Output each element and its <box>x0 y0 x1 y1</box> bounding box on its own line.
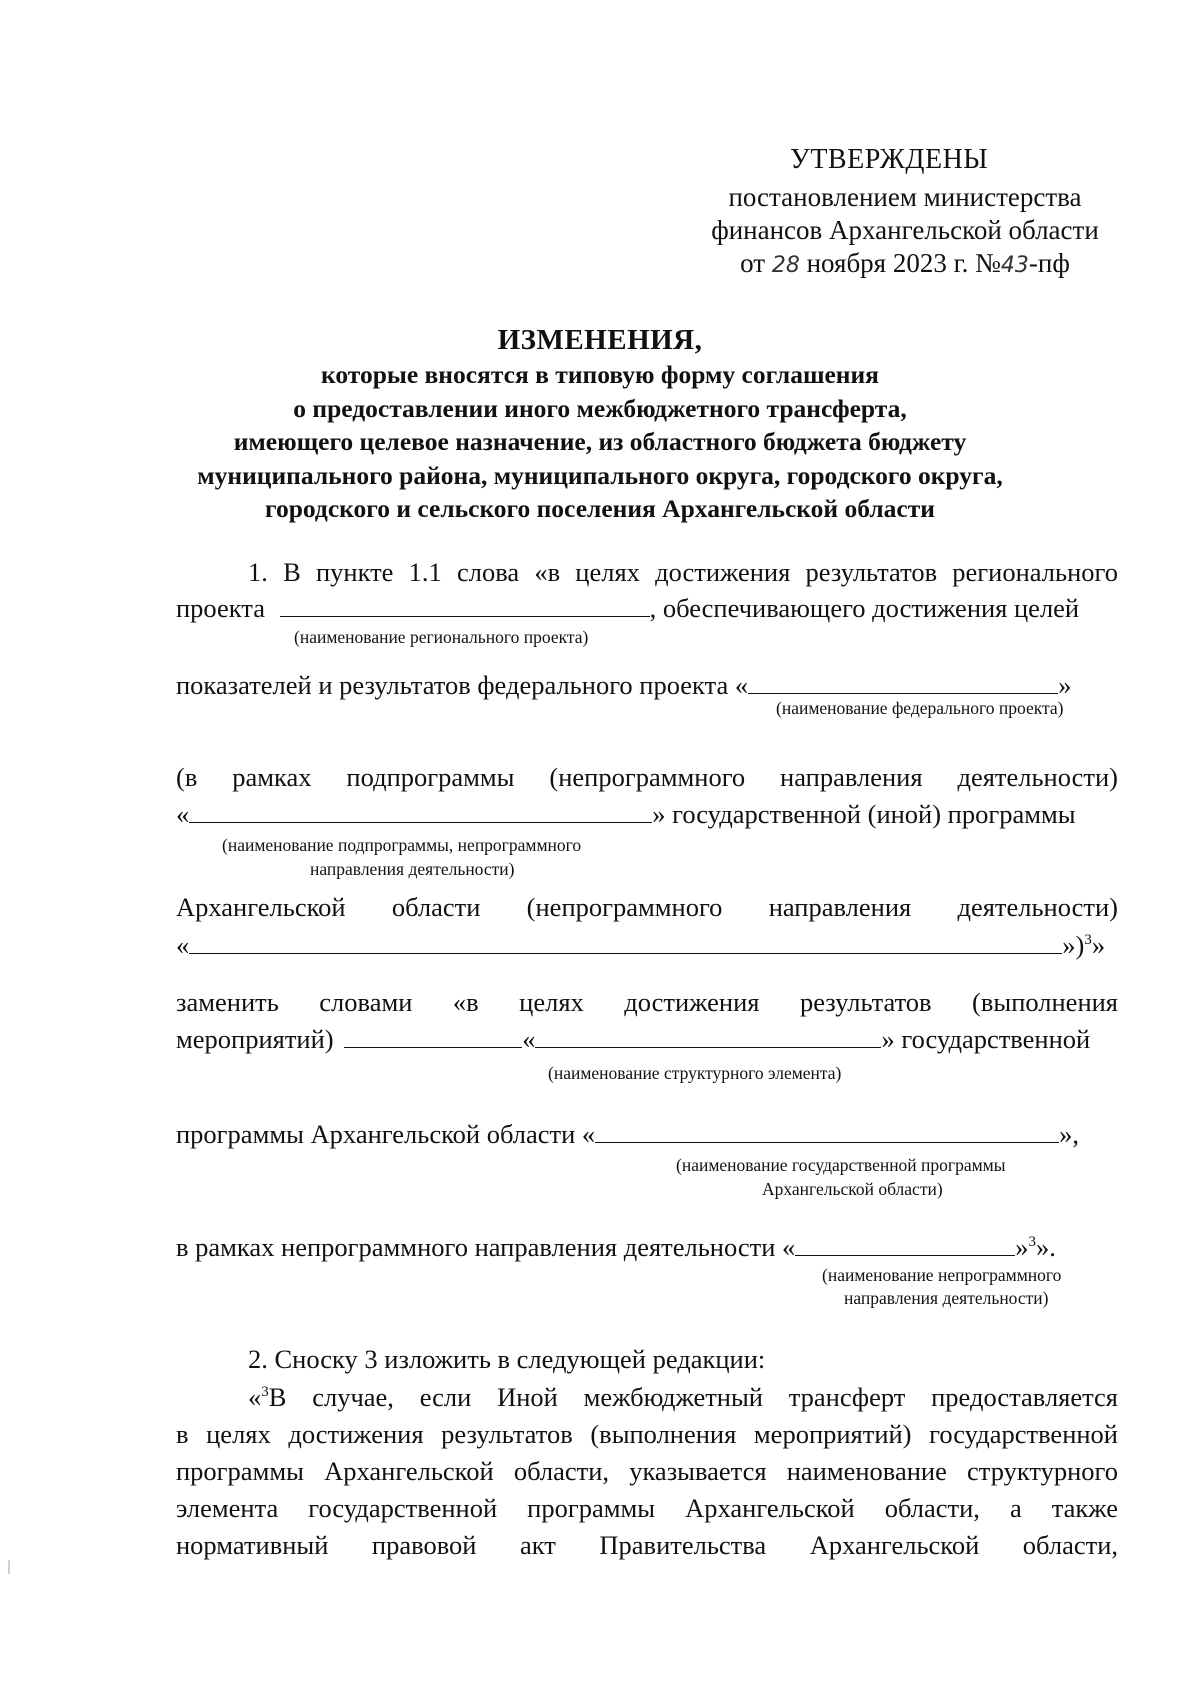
item1-line-8: заменить словами «в целях достижения результатов (выполнения <box>176 987 1118 1017</box>
caption-state-program-1: (наименование государственной программы <box>676 1155 1006 1175</box>
item2-line-3: в целях достижения результатов (выполнения мероприятий) государственной <box>176 1419 1118 1449</box>
item2-line-2-quote: « <box>248 1382 262 1412</box>
item1-line-4: (в рамках подпрограммы (непрограммного направления деятельности) <box>176 762 1118 792</box>
item1-line-9-text-a: мероприятий) <box>176 1024 334 1054</box>
item1-line-11-text-c: ». <box>1036 1232 1056 1262</box>
approval-line-1: постановлением министерства <box>728 182 1082 212</box>
item1-line-10-text-b: », <box>1059 1119 1080 1149</box>
item1-line-11-text-a: в рамках непрограммного направления деятельности « <box>176 1232 796 1262</box>
item2-line-2 <box>248 1380 1118 1414</box>
item1-line-7-text-b: ») <box>1062 930 1085 960</box>
subprogram-blank <box>189 798 652 823</box>
document-title: ИЗМЕНЕНИЯ, <box>497 324 703 356</box>
item1-line-11 <box>176 1230 1118 1264</box>
measures-blank <box>344 1023 522 1048</box>
regional-project-blank <box>280 592 650 617</box>
footnote-ref-3b: 3 <box>1028 1234 1037 1251</box>
item2-line-2-text: В случае, если Иной межбюджетный трансферт предоставляется <box>268 1382 1118 1412</box>
heading-line-4: муниципального района, муниципального округа, городского округа, <box>197 460 1003 490</box>
item1-line-10 <box>176 1117 1118 1151</box>
item1-line-2 <box>176 591 1118 625</box>
scan-mark <box>8 1560 10 1574</box>
heading-line-2: о предоставлении иного межбюджетного трансферта, <box>293 393 907 423</box>
footnote-mark-3: 3 <box>261 1384 269 1401</box>
item1-line-11-text-b: » <box>1015 1232 1029 1262</box>
item1-line-10-text-a: программы Архангельской области « <box>176 1119 596 1149</box>
heading-line-1: которые вносятся в типовую форму соглашения <box>321 360 879 389</box>
caption-state-program-2: Архангельской области) <box>762 1179 943 1199</box>
approval-line-2: финансов Архангельской области <box>711 215 1099 245</box>
item1-line-9 <box>176 1022 1118 1056</box>
structural-element-blank <box>535 1023 881 1048</box>
item1-line-7 <box>176 928 1118 962</box>
item1-line-2-text-b: , обеспечивающего достижения целей <box>649 593 1080 623</box>
item1-line-9-text-b: « <box>522 1024 536 1054</box>
approval-number-handwritten: 43 <box>1000 253 1029 278</box>
federal-project-blank <box>748 669 1058 694</box>
caption-subprogram-1: (наименование подпрограммы, непрограммного <box>222 835 582 855</box>
item1-line-2-text-a: проекта <box>176 593 265 623</box>
state-program-blank <box>595 1118 1059 1143</box>
approval-day-handwritten: 28 <box>771 253 800 278</box>
item1-line-6: Архангельской области (непрограммного направления деятельности) <box>176 892 1118 922</box>
footnote-ref-3: 3 <box>1084 932 1092 949</box>
item1-line-3 <box>176 668 1118 702</box>
item1-line-5-text-a: « <box>176 799 190 829</box>
nonprogram-area-blank <box>795 1231 1015 1256</box>
document-heading <box>150 322 1050 526</box>
caption-structural-element: (наименование структурного элемента) <box>548 1063 842 1083</box>
item2-line-6: нормативный правовой акт Правительства Архангельской области, <box>176 1530 1118 1560</box>
approval-date-line <box>645 246 1165 283</box>
item1-line-7-text-c: » <box>1091 930 1106 960</box>
approval-date-mid: ноября 2023 г. № <box>806 248 1001 278</box>
program-area-blank <box>189 929 1062 954</box>
caption-federal-project: (наименование федерального проекта) <box>776 698 1064 718</box>
caption-nonprogram-2: направления деятельности) <box>844 1288 1049 1308</box>
item1-line-5 <box>176 797 1118 831</box>
item1-line-3-text-b: » <box>1058 670 1072 700</box>
item1-line-3-text-a: показателей и результатов федерального проекта « <box>176 670 749 700</box>
heading-line-3: имеющего целевое назначение, из областного бюджета бюджету <box>233 427 967 456</box>
heading-line-5: городского и сельского поселения Архангельской области <box>265 494 935 523</box>
item2-line-1: 2. Сноску 3 изложить в следующей редакции: <box>248 1344 766 1374</box>
item1-line-9-text-c: » государственной <box>881 1024 1091 1054</box>
item1-line-1: 1. В пункте 1.1 слова «в целях достижения результатов регионального <box>248 557 1118 587</box>
caption-nonprogram-1: (наименование непрограммного <box>822 1265 1062 1285</box>
approval-title: УТВЕРЖДЕНЫ <box>790 144 989 175</box>
item2-line-4: программы Архангельской области, указывается наименование структурного <box>176 1456 1118 1486</box>
approval-date-prefix: от <box>740 248 766 278</box>
caption-regional-project: (наименование регионального проекта) <box>294 627 589 647</box>
item1-line-7-text-a: « <box>176 930 190 960</box>
caption-subprogram-2: направления деятельности) <box>310 859 515 879</box>
item2-line-5: элемента государственной программы Архангельской области, а также <box>176 1493 1118 1523</box>
item1-line-5-text-b: » государственной (иной) программы <box>652 799 1076 829</box>
approval-number-suffix: -пф <box>1028 248 1070 278</box>
